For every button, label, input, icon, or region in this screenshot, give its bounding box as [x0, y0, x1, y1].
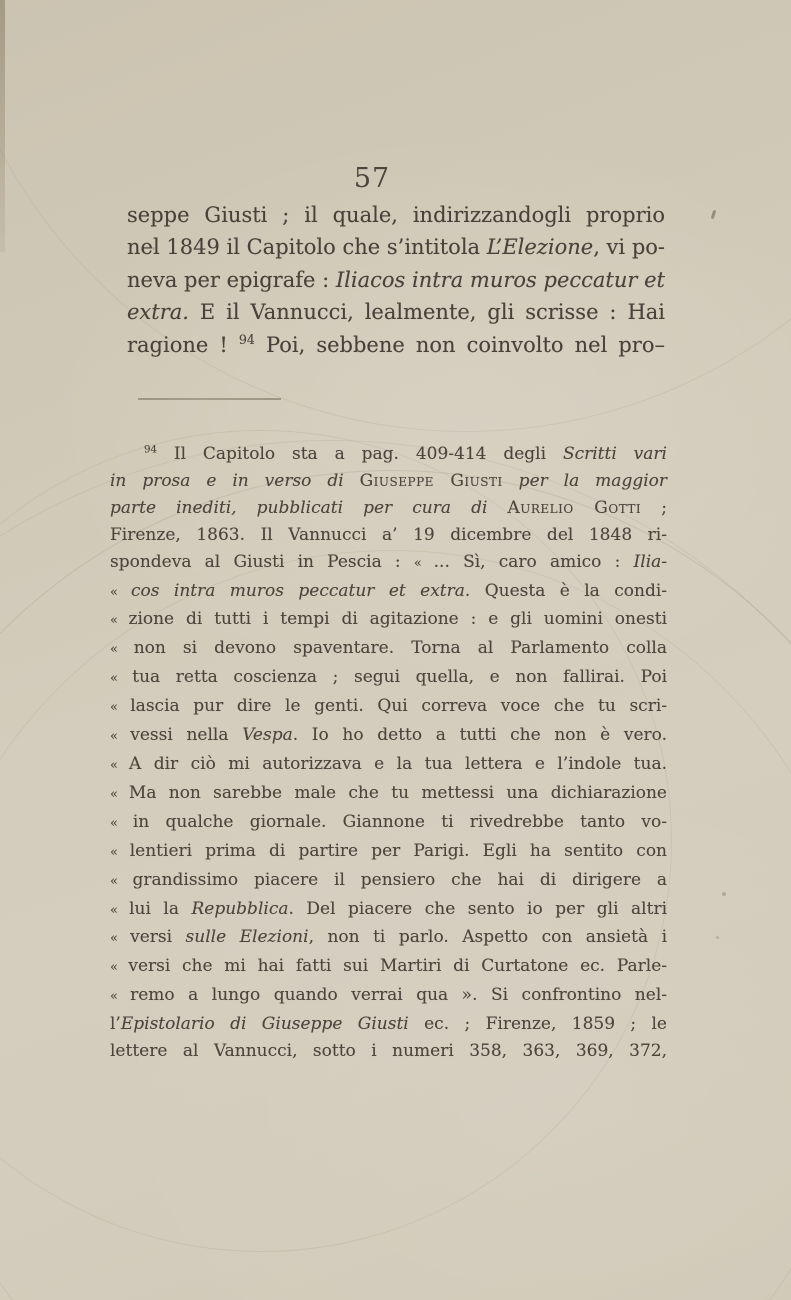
text-line: ragione ! $^{94}$ Poi, sebbene non coinvolto nel pro– — [127, 331, 665, 357]
text-line: « versi che mi hai fatti sui Martiri di Curtatone ec. Parle- — [110, 956, 667, 977]
text-line: $^{94}$ Il Capitolo sta a pag. 409-414 degli Scritti vari — [144, 444, 667, 464]
text-line: « tua retta coscienza ; segui quella, e non fallirai. Poi — [110, 667, 668, 688]
text-line: « Ma non sarebbe male che tu mettessi una dichiarazione — [110, 782, 667, 803]
text-line: « lui la Repubblica. Del piacere che sento io per gli altri — [110, 898, 668, 919]
text-line: « cos intra muros peccatur et extra. Questa è la condi- — [110, 580, 668, 601]
text-line: nel 1849 il Capitolo che s’intitola L’Elezione, vi po- — [127, 235, 665, 260]
text-line: « vessi nella Vespa. Io ho detto a tutti che non è vero. — [110, 725, 667, 746]
text-line: « versi sulle Elezioni, non ti parlo. Aspetto con ansietà i — [110, 927, 668, 948]
text-line: « grandissimo piacere il pensiero che hai di dirigere a — [110, 869, 667, 890]
text-line: « in qualche giornale. Giannone ti rivedrebbe tanto vo- — [110, 811, 668, 832]
text-line: « remo a lungo quando verrai qua ». Si confrontino nel- — [110, 985, 667, 1006]
text-line: parte inediti, pubblicati per cura di Aurelio Gotti ; — [110, 497, 667, 518]
text-line: spondeva al Giusti in Pescia : « ... Sì, caro amico : Ilia- — [110, 551, 668, 572]
paper-speck — [716, 936, 719, 939]
main-text — [127, 199, 665, 361]
text-line: seppe Giusti ; il quale, indirizzandogli proprio — [127, 203, 665, 227]
text-line: neva per epigrafe : Iliacos intra muros peccatur et — [127, 267, 665, 292]
footnote-text — [110, 441, 667, 1065]
page-number: 57 — [353, 163, 391, 194]
text-line: lettere al Vannucci, sotto i numeri 358, 363, 369, 372, — [110, 1041, 667, 1062]
paper-speck — [711, 210, 717, 219]
text-line: extra. E il Vannucci, lealmente, gli scrisse : Hai — [127, 300, 665, 325]
text-line: l’Epistolario di Giuseppe Giusti ec. ; Firenze, 1859 ; le — [110, 1014, 667, 1035]
text-line: « A dir ciò mi autorizzava e la tua lettera e l’indole tua. — [110, 753, 668, 774]
text-line: in prosa e in verso di Giuseppe Giusti per la maggior — [110, 470, 668, 491]
text-line: « lascia pur dire le genti. Qui correva voce che tu scri- — [110, 696, 668, 717]
text-line: « zione di tutti i tempi di agitazione : e gli uomini onesti — [110, 609, 668, 630]
footnote-rule — [138, 398, 281, 400]
text-line: Firenze, 1863. Il Vannucci a’ 19 dicembre del 1848 ri- — [110, 524, 667, 545]
paper-speck — [722, 892, 726, 896]
text-line: « non si devono spaventare. Torna al Parlamento colla — [110, 638, 667, 659]
scan-edge-shadow — [0, 0, 5, 252]
text-line: « lentieri prima di partire per Parigi. Egli ha sentito con — [110, 840, 667, 861]
